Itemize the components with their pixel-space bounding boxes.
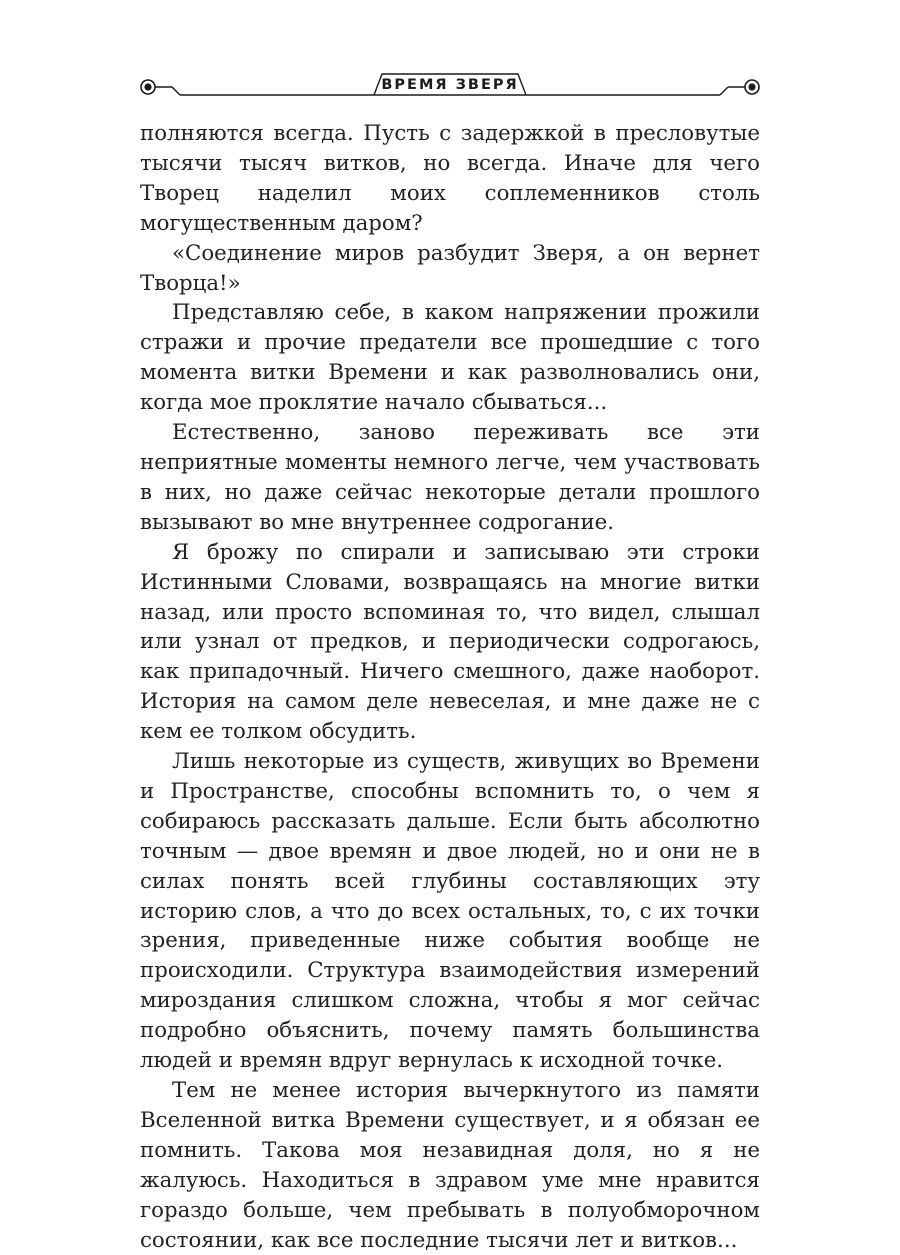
paragraph: Представляю себе, в каком напряжении прожили стражи и прочие предатели все прошедшие с того момента витки Времени и как разволновались они, когда мое проклятие начало сбываться...	[140, 300, 760, 416]
paragraph: Тем не менее история вычеркнутого из памяти Вселенной витка Времени существует, и я обязан ее помнить. Такова моя незавидная доля, но я не жалуюсь. Находиться в здравом уме мне нравится гораздо больше, чем пребывать в полуобморочном состоянии, как все последние тысячи лет и витков...	[140, 1078, 760, 1253]
paragraph: Я брожу по спирали и записываю эти строки Истинными Словами, возвращаясь на многие витки назад, или просто вспоминая то, что видел, слышал или узнал от предков, и периодически содрогаюсь, как припадочный. Ничего смешного, даже наоборот. История на самом деле невеселая, и мне даже не с кем ее толком обсудить.	[140, 539, 760, 745]
paragraph: полняются всегда. Пусть с задержкой в пресловутые тысячи тысяч витков, но всегда. Иначе для чего Творец наделил моих соплеменников столь могущественным даром?	[140, 121, 760, 236]
paragraph: Естественно, заново переживать все эти неприятные моменты немного легче, чем участвовать в них, но даже сейчас некоторые детали прошлого вызывают во мне внутреннее содрогание.	[140, 420, 760, 535]
paragraph: Лишь некоторые из существ, живущих во Времени и Пространстве, способны вспомнить то, о чем я собираюсь рассказать дальше. Если быть абсолютно точным — двое времян и двое людей, но и они не в силах понять всей глубины составляющих эту историю слов, а что до всех остальных, то, с их точки зрения, приведенные ниже события вообще не происходили. Структура взаимодействия измерений мироздания слишком сложна, чтобы я мог сейчас подробно объяснить, почему память большинства людей и времян вдруг вернулась к исходной точке.	[140, 749, 760, 1074]
running-header-title: ВРЕМЯ ЗВЕРЯ	[381, 77, 519, 93]
paragraph: «Соединение миров разбудит Зверя, а он вернет Творца!»	[140, 240, 760, 296]
body-text	[140, 119, 760, 1255]
running-header	[136, 70, 764, 104]
